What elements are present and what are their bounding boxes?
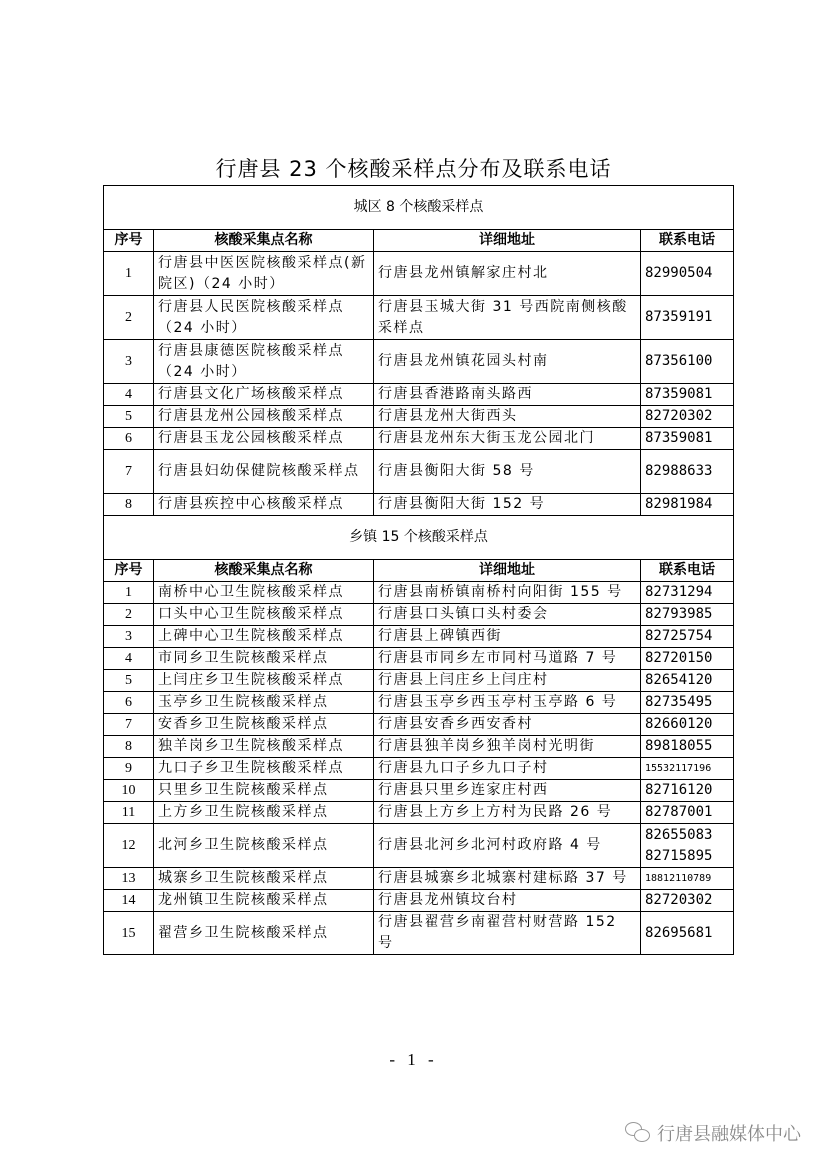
row-index: 7 (104, 450, 154, 494)
table-row (104, 780, 734, 802)
row-phone: 82695681 (641, 912, 734, 955)
sampling-points-table (103, 185, 734, 955)
row-name: 只里乡卫生院核酸采样点 (154, 780, 374, 802)
row-address: 行唐县安香乡西安香村 (374, 714, 641, 736)
header-index: 序号 (104, 560, 154, 582)
page-number: - 1 - (389, 1050, 438, 1069)
row-phone: 87359191 (641, 296, 734, 340)
row-phone: 15532117196 (641, 758, 734, 780)
row-address: 行唐县龙州镇花园头村南 (374, 340, 641, 384)
table-row (104, 626, 734, 648)
row-name: 安香乡卫生院核酸采样点 (154, 714, 374, 736)
row-index: 8 (104, 494, 154, 516)
row-phone: 82735495 (641, 692, 734, 714)
table-row (104, 758, 734, 780)
row-address: 行唐县只里乡连家庄村西 (374, 780, 641, 802)
row-name: 行唐县龙州公园核酸采样点 (154, 406, 374, 428)
table-row (104, 582, 734, 604)
row-index: 7 (104, 714, 154, 736)
row-phone: 82731294 (641, 582, 734, 604)
row-address: 行唐县龙州镇坟台村 (374, 890, 641, 912)
row-phone: 89818055 (641, 736, 734, 758)
row-name: 玉亭乡卫生院核酸采样点 (154, 692, 374, 714)
row-address: 行唐县市同乡左市同村马道路 7 号 (374, 648, 641, 670)
row-index: 6 (104, 428, 154, 450)
row-phone: 82725754 (641, 626, 734, 648)
row-address: 行唐县香港路南头路西 (374, 384, 641, 406)
row-phone: 87359081 (641, 384, 734, 406)
row-phone: 82981984 (641, 494, 734, 516)
table-row (104, 296, 734, 340)
row-index: 1 (104, 582, 154, 604)
row-address: 行唐县翟营乡南翟营村财营路 152 号 (374, 912, 641, 955)
header-address: 详细地址 (374, 230, 641, 252)
table-row (104, 252, 734, 296)
row-name: 行唐县人民医院核酸采样点（24 小时） (154, 296, 374, 340)
table-row (104, 340, 734, 384)
row-index: 6 (104, 692, 154, 714)
row-name: 上方乡卫生院核酸采样点 (154, 802, 374, 824)
table-row (104, 648, 734, 670)
document-title: 行唐县 23 个核酸采样点分布及联系电话 (215, 157, 612, 181)
row-name: 市同乡卫生院核酸采样点 (154, 648, 374, 670)
row-name: 南桥中心卫生院核酸采样点 (154, 582, 374, 604)
row-phone: 82720302 (641, 406, 734, 428)
table-row (104, 736, 734, 758)
row-address: 行唐县龙州东大街玉龙公园北门 (374, 428, 641, 450)
watermark-text: 行唐县融媒体中心 (657, 1124, 801, 1145)
row-name: 龙州镇卫生院核酸采样点 (154, 890, 374, 912)
row-name: 上闫庄乡卫生院核酸采样点 (154, 670, 374, 692)
row-index: 2 (104, 604, 154, 626)
row-phone: 82716120 (641, 780, 734, 802)
row-phone: 82720150 (641, 648, 734, 670)
row-address: 行唐县衡阳大街 152 号 (374, 494, 641, 516)
row-name: 城寨乡卫生院核酸采样点 (154, 868, 374, 890)
row-index: 3 (104, 626, 154, 648)
row-index: 4 (104, 648, 154, 670)
row-address: 行唐县独羊岗乡独羊岗村光明街 (374, 736, 641, 758)
section-heading-row (104, 516, 734, 560)
table-row (104, 890, 734, 912)
watermark (625, 1120, 801, 1146)
row-phone: 82720302 (641, 890, 734, 912)
table-row (104, 670, 734, 692)
row-address: 行唐县南桥镇南桥村向阳街 155 号 (374, 582, 641, 604)
row-address: 行唐县上闫庄乡上闫庄村 (374, 670, 641, 692)
row-index: 3 (104, 340, 154, 384)
row-address: 行唐县玉城大街 31 号西院南侧核酸采样点 (374, 296, 641, 340)
row-index: 12 (104, 824, 154, 868)
table-row (104, 604, 734, 626)
row-address: 行唐县上方乡上方村为民路 26 号 (374, 802, 641, 824)
header-phone: 联系电话 (641, 560, 734, 582)
row-index: 9 (104, 758, 154, 780)
header-name: 核酸采集点名称 (154, 560, 374, 582)
row-index: 14 (104, 890, 154, 912)
wechat-icon (625, 1122, 651, 1144)
table-row (104, 868, 734, 890)
row-address: 行唐县口头镇口头村委会 (374, 604, 641, 626)
row-address: 行唐县玉亭乡西玉亭村玉亭路 6 号 (374, 692, 641, 714)
header-address: 详细地址 (374, 560, 641, 582)
row-address: 行唐县龙州镇解家庄村北 (374, 252, 641, 296)
table-row (104, 406, 734, 428)
row-name: 行唐县疾控中心核酸采样点 (154, 494, 374, 516)
table-row (104, 494, 734, 516)
column-header-row (104, 560, 734, 582)
row-phone: 82654120 (641, 670, 734, 692)
table-row (104, 692, 734, 714)
row-index: 15 (104, 912, 154, 955)
section-heading: 乡镇 15 个核酸采样点 (104, 516, 734, 560)
header-index: 序号 (104, 230, 154, 252)
row-address: 行唐县九口子乡九口子村 (374, 758, 641, 780)
row-name: 独羊岗乡卫生院核酸采样点 (154, 736, 374, 758)
table-row (104, 824, 734, 868)
section-heading-row (104, 186, 734, 230)
row-phone: 87359081 (641, 428, 734, 450)
row-name: 行唐县中医医院核酸采样点(新院区)（24 小时） (154, 252, 374, 296)
row-address: 行唐县龙州大街西头 (374, 406, 641, 428)
row-name: 行唐县玉龙公园核酸采样点 (154, 428, 374, 450)
row-address: 行唐县城寨乡北城寨村建标路 37 号 (374, 868, 641, 890)
row-address: 行唐县衡阳大街 58 号 (374, 450, 641, 494)
row-index: 11 (104, 802, 154, 824)
row-phone: 82787001 (641, 802, 734, 824)
header-name: 核酸采集点名称 (154, 230, 374, 252)
column-header-row (104, 230, 734, 252)
table-row (104, 428, 734, 450)
row-index: 8 (104, 736, 154, 758)
row-phone: 82793985 (641, 604, 734, 626)
row-index: 2 (104, 296, 154, 340)
table-row (104, 912, 734, 955)
row-name: 行唐县妇幼保健院核酸采样点 (154, 450, 374, 494)
row-name: 口头中心卫生院核酸采样点 (154, 604, 374, 626)
row-phone: 82655083 82715895 (641, 824, 734, 868)
section-heading: 城区 8 个核酸采样点 (104, 186, 734, 230)
row-index: 13 (104, 868, 154, 890)
row-phone: 82990504 (641, 252, 734, 296)
row-phone: 87356100 (641, 340, 734, 384)
row-address: 行唐县上碑镇西街 (374, 626, 641, 648)
header-phone: 联系电话 (641, 230, 734, 252)
table-row (104, 714, 734, 736)
table-row (104, 802, 734, 824)
row-index: 4 (104, 384, 154, 406)
row-name: 北河乡卫生院核酸采样点 (154, 824, 374, 868)
table-row (104, 384, 734, 406)
row-name: 行唐县康德医院核酸采样点（24 小时） (154, 340, 374, 384)
row-phone: 82660120 (641, 714, 734, 736)
row-name: 九口子乡卫生院核酸采样点 (154, 758, 374, 780)
row-index: 10 (104, 780, 154, 802)
table-row (104, 450, 734, 494)
row-name: 上碑中心卫生院核酸采样点 (154, 626, 374, 648)
row-name: 行唐县文化广场核酸采样点 (154, 384, 374, 406)
row-phone: 18812110789 (641, 868, 734, 890)
row-index: 5 (104, 670, 154, 692)
row-index: 1 (104, 252, 154, 296)
row-name: 翟营乡卫生院核酸采样点 (154, 912, 374, 955)
row-phone: 82988633 (641, 450, 734, 494)
row-index: 5 (104, 406, 154, 428)
row-address: 行唐县北河乡北河村政府路 4 号 (374, 824, 641, 868)
